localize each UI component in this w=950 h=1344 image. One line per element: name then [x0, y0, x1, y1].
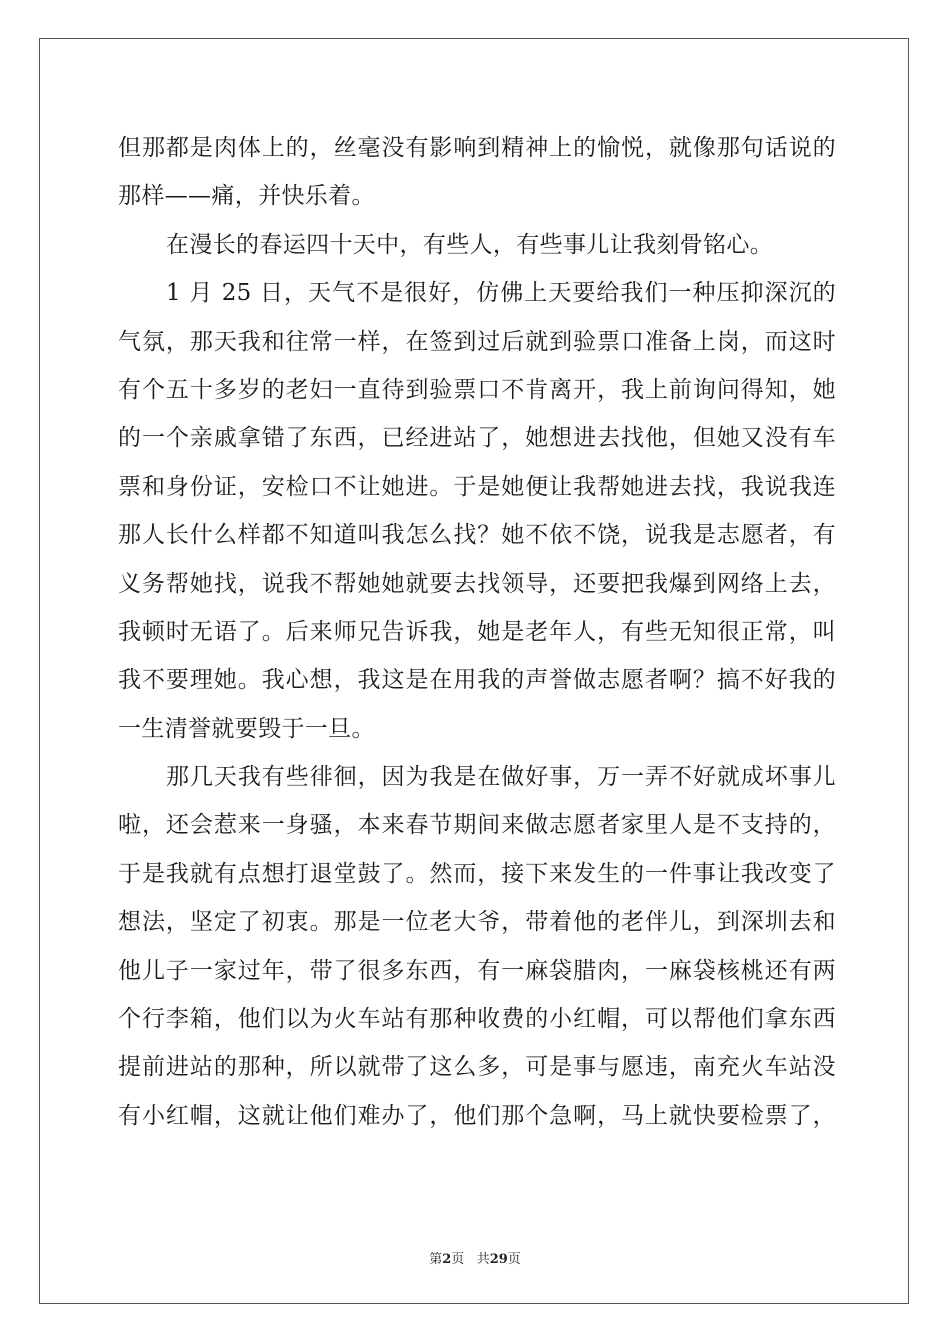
- document-body: [118, 124, 836, 1140]
- text-line: 气氛，那天我和往常一样，在签到过后就到验票口准备上岗，而这时: [118, 328, 836, 355]
- text-line: 义务帮她找，说我不帮她她就要去找领导，还要把我爆到网络上去，: [118, 570, 836, 597]
- footer-total-unit: 页: [507, 1252, 521, 1267]
- text-line: 啦，还会惹来一身骚，本来春节期间来做志愿者家里人是不支持的，: [118, 812, 836, 839]
- text-line: 我不要理她。我心想，我这是在用我的声誉做志愿者啊？搞不好我的: [118, 667, 836, 694]
- text-line: 1 月 25 日，天气不是很好，仿佛上天要给我们一种压抑深沉的: [166, 280, 836, 307]
- footer-page-unit: 页: [451, 1252, 465, 1267]
- text-line: 在漫长的春运四十天中，有些人，有些事儿让我刻骨铭心。: [166, 231, 774, 258]
- footer-total-prefix: 共: [476, 1252, 490, 1267]
- text-line: 一生清誉就要毁于一旦。: [118, 715, 375, 742]
- text-line: 那样——痛，并快乐着。: [118, 183, 375, 210]
- text-line: 那几天我有些徘徊，因为我是在做好事，万一弄不好就成坏事儿: [166, 764, 836, 791]
- text-line: 想法，坚定了初衷。那是一位老大爷，带着他的老伴儿，到深圳去和: [118, 909, 836, 936]
- total-pages-number: 29: [489, 1252, 508, 1267]
- footer-prefix: 第: [429, 1252, 443, 1267]
- text-line: 提前进站的那种，所以就带了这么多，可是事与愿违，南充火车站没: [118, 1054, 836, 1081]
- text-line: 有小红帽，这就让他们难办了，他们那个急啊，马上就快要检票了，: [118, 1102, 836, 1129]
- text-line: 有个五十多岁的老妇一直待到验票口不肯离开，我上前询问得知，她: [118, 376, 836, 403]
- text-line: 于是我就有点想打退堂鼓了。然而，接下来发生的一件事让我改变了: [118, 860, 836, 887]
- text-line: 我顿时无语了。后来师兄告诉我，她是老年人，有些无知很正常，叫: [118, 618, 836, 645]
- text-line: 票和身份证，安检口不让她进。于是她便让我帮她进去找，我说我连: [118, 473, 836, 500]
- page-footer: [0, 1248, 950, 1267]
- current-page-number: 2: [442, 1252, 452, 1267]
- text-line: 的一个亲戚拿错了东西，已经进站了，她想进去找他，但她又没有车: [118, 425, 836, 452]
- text-line: 那人长什么样都不知道叫我怎么找？她不依不饶，说我是志愿者，有: [118, 522, 836, 549]
- text-line: 他儿子一家过年，带了很多东西，有一麻袋腊肉，一麻袋核桃还有两: [118, 957, 836, 984]
- text-line: 个行李箱，他们以为火车站有那种收费的小红帽，可以帮他们拿东西: [118, 1006, 836, 1033]
- text-line: 但那都是肉体上的，丝毫没有影响到精神上的愉悦，就像那句话说的: [118, 135, 836, 161]
